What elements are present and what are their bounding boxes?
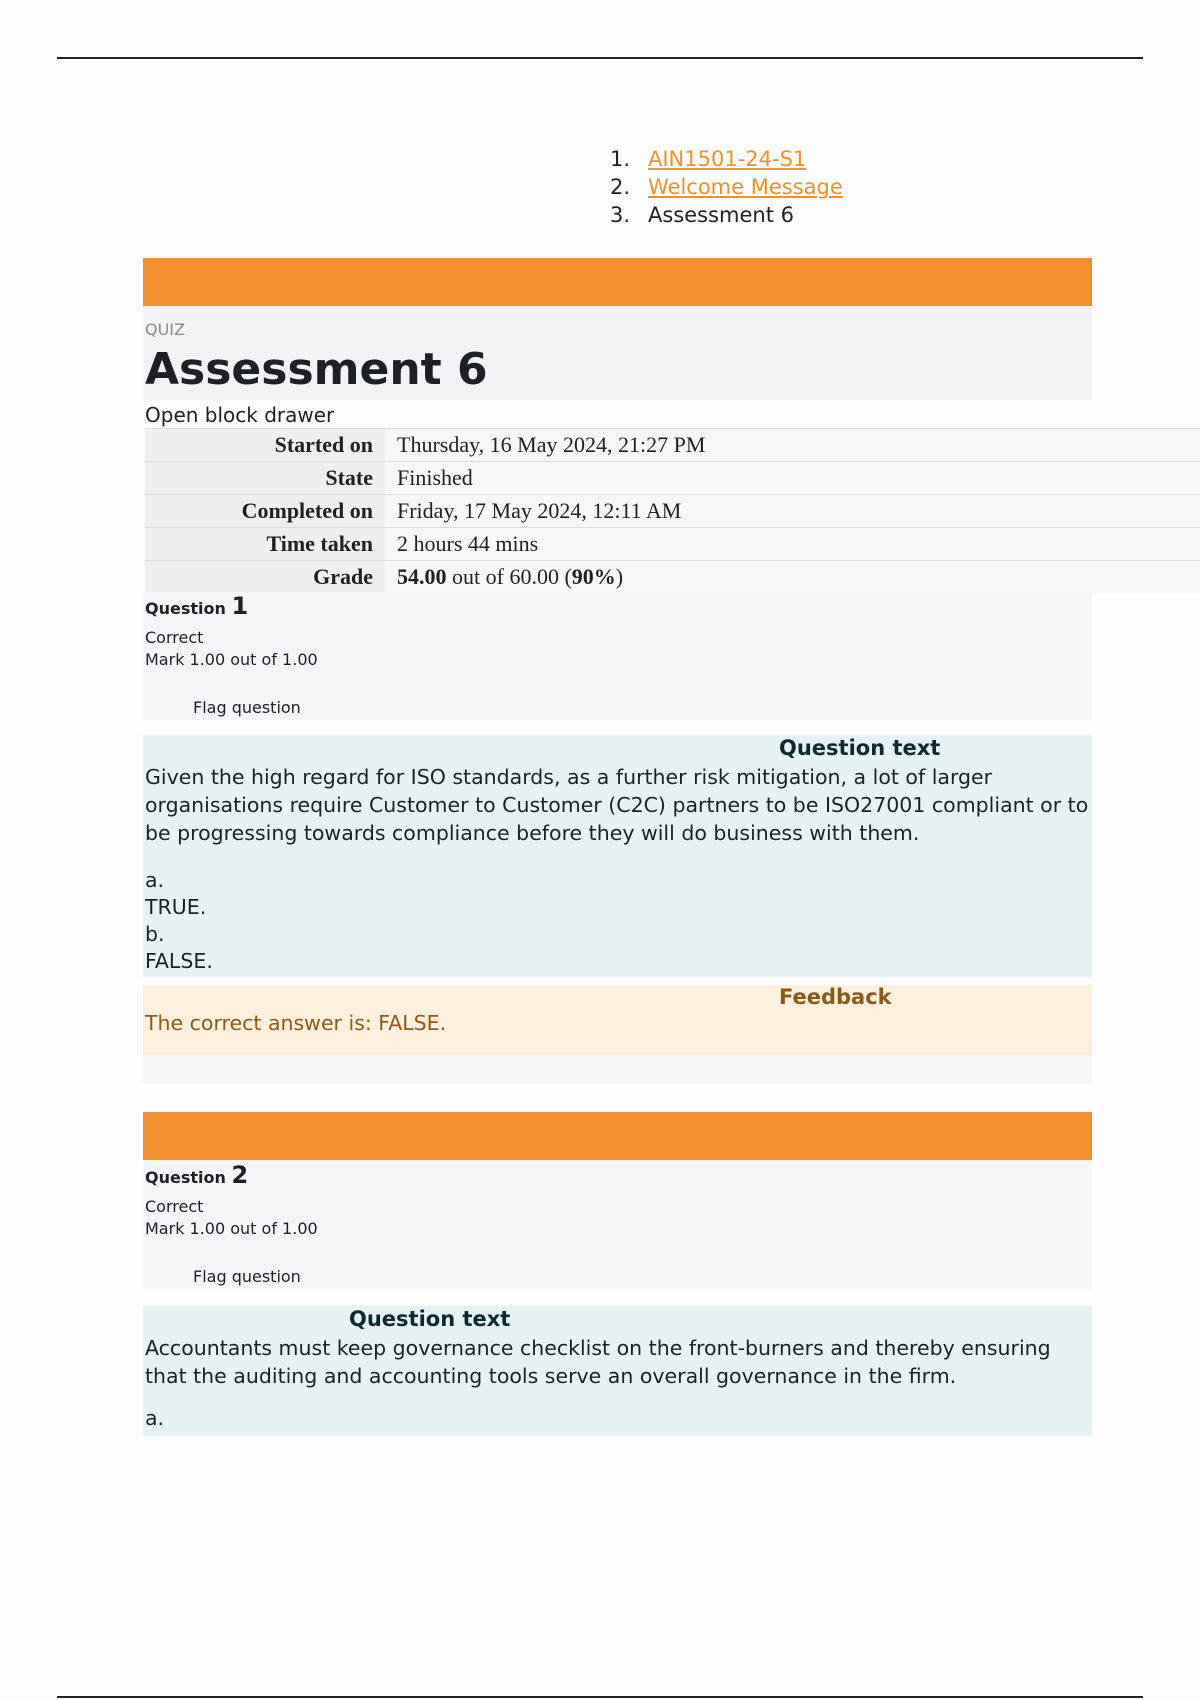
breadcrumb bbox=[610, 145, 843, 229]
breadcrumb-item-current: 3. Assessment 6 bbox=[610, 203, 795, 227]
summary-value: 2 hours 44 mins bbox=[385, 528, 1200, 561]
answer-letter: a. bbox=[145, 1406, 165, 1430]
answer-list bbox=[145, 1405, 164, 1432]
question-text-heading: Question text bbox=[779, 736, 941, 760]
flag-question-button[interactable]: Flag question bbox=[193, 1267, 301, 1286]
summary-row-grade bbox=[145, 561, 1200, 594]
summary-label: Grade bbox=[145, 561, 385, 594]
page-accent-bar bbox=[143, 1112, 1092, 1160]
header-accent-bar bbox=[143, 258, 1092, 306]
flag-question-button[interactable]: Flag question bbox=[193, 698, 301, 717]
question-number: Question 1 bbox=[145, 592, 249, 620]
summary-row-completed bbox=[145, 495, 1200, 528]
breadcrumb-link-welcome[interactable]: Welcome Message bbox=[648, 175, 843, 199]
summary-row-state bbox=[145, 462, 1200, 495]
bottom-rule bbox=[57, 1696, 1143, 1698]
grade-close: ) bbox=[615, 564, 624, 589]
attempt-summary-table bbox=[145, 428, 1200, 593]
question-footer bbox=[143, 1055, 1092, 1083]
summary-label: State bbox=[145, 462, 385, 495]
grade-value bbox=[385, 561, 1200, 594]
answer-option: TRUE. bbox=[145, 895, 207, 919]
summary-label: Started on bbox=[145, 429, 385, 462]
breadcrumb-item-course: 1. AIN1501-24-S1 bbox=[610, 147, 807, 171]
question-mark: Mark 1.00 out of 1.00 bbox=[145, 650, 318, 669]
summary-label: Completed on bbox=[145, 495, 385, 528]
question-text-box bbox=[143, 735, 1092, 977]
question-number: Question 2 bbox=[145, 1161, 249, 1189]
question-info bbox=[143, 592, 1092, 720]
question-text-box bbox=[143, 1306, 1092, 1436]
answer-list bbox=[145, 867, 213, 975]
grade-score: 54.00 bbox=[397, 564, 447, 589]
activity-type-label: QUIZ bbox=[145, 320, 185, 339]
question-mark: Mark 1.00 out of 1.00 bbox=[145, 1219, 318, 1238]
feedback-text: The correct answer is: FALSE. bbox=[145, 1011, 447, 1035]
answer-letter: a. bbox=[145, 868, 165, 892]
question-text-heading: Question text bbox=[349, 1307, 511, 1331]
grade-out-of: out of 60.00 ( bbox=[452, 564, 572, 589]
answer-option: FALSE. bbox=[145, 949, 213, 973]
page-title: Assessment 6 bbox=[145, 344, 488, 395]
top-rule bbox=[57, 57, 1143, 59]
breadcrumb-current-label: Assessment 6 bbox=[648, 203, 795, 227]
question-text: Accountants must keep governance checklist on the front-burners and thereby ensuring that the auditing and accounting tools serve an overall governance in the firm. bbox=[145, 1336, 1051, 1388]
feedback-box bbox=[143, 985, 1092, 1055]
breadcrumb-item-welcome: 2. Welcome Message bbox=[610, 175, 843, 199]
answer-letter: b. bbox=[145, 922, 165, 946]
open-block-drawer-button[interactable]: Open block drawer bbox=[145, 403, 335, 427]
feedback-heading: Feedback bbox=[779, 985, 892, 1009]
summary-label: Time taken bbox=[145, 528, 385, 561]
breadcrumb-link-course[interactable]: AIN1501-24-S1 bbox=[648, 147, 807, 171]
page-header bbox=[143, 306, 1092, 400]
grade-percent: 90% bbox=[571, 564, 616, 589]
summary-value: Friday, 17 May 2024, 12:11 AM bbox=[385, 495, 1200, 528]
question-state: Correct bbox=[145, 628, 204, 647]
summary-row-started bbox=[145, 429, 1200, 462]
summary-row-time-taken bbox=[145, 528, 1200, 561]
question-text: Given the high regard for ISO standards, as a further risk mitigation, a lot of larger organisations require Customer to Customer (C2C) partners to be ISO27001 compliant or to be progressing towards compliance before they will do business with them. bbox=[145, 765, 1089, 845]
summary-value: Finished bbox=[385, 462, 1200, 495]
question-state: Correct bbox=[145, 1197, 204, 1216]
summary-value: Thursday, 16 May 2024, 21:27 PM bbox=[385, 429, 1200, 462]
question-info bbox=[143, 1161, 1092, 1289]
